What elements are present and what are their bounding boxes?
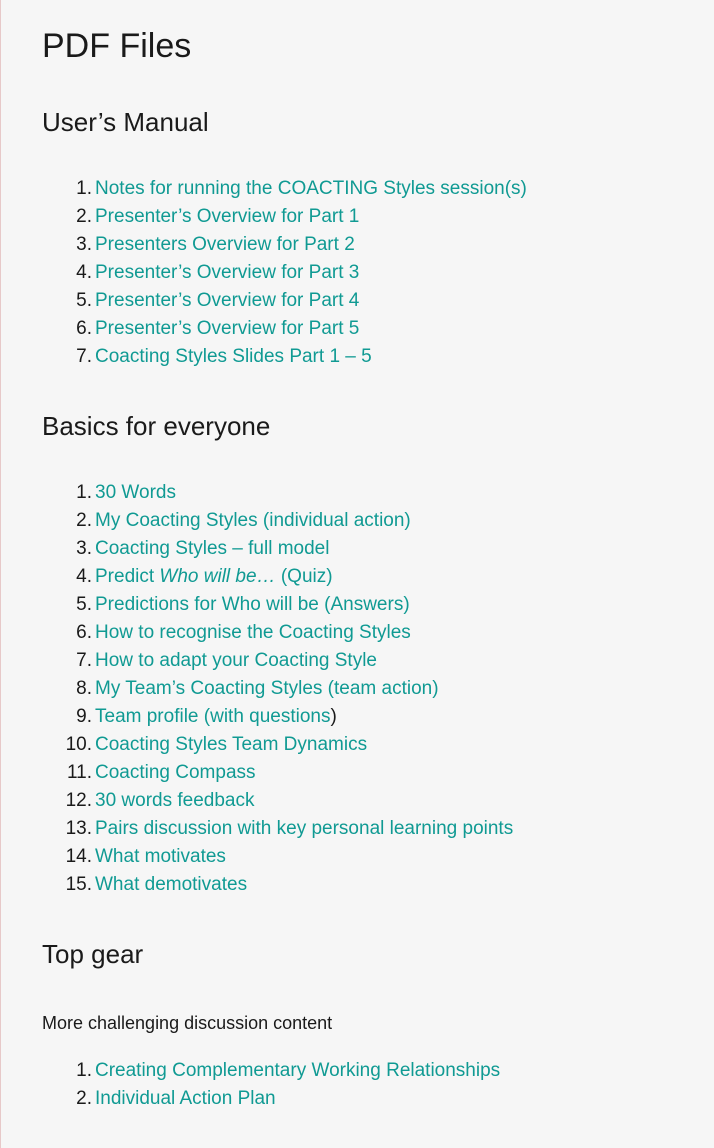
list-item (42, 759, 513, 787)
pdf-link-slides[interactable]: Coacting Styles Slides Part 1 – 5 (95, 346, 372, 367)
list-number: 1. (76, 482, 92, 503)
list-item (42, 843, 513, 871)
list-number: 7. (76, 650, 92, 671)
pdf-link-overview-part-3[interactable]: Presenter’s Overview for Part 3 (95, 262, 360, 283)
list-item (42, 507, 513, 535)
section-heading-users-manual: User’s Manual (42, 107, 209, 137)
list-number: 5. (76, 594, 92, 615)
pdf-link-team-styles[interactable]: My Team’s Coacting Styles (team action) (95, 678, 439, 699)
section-heading-top-gear: Top gear (42, 939, 144, 969)
list-item (42, 315, 527, 343)
pdf-link-predict-quiz[interactable] (95, 566, 333, 587)
list-item (42, 175, 527, 203)
pdf-link-30-words-feedback[interactable]: 30 words feedback (95, 790, 255, 811)
list-item (42, 703, 513, 731)
list-item (42, 259, 527, 287)
link-text-part: (Quiz) (275, 566, 333, 587)
pdf-link-complementary-relationships[interactable]: Creating Complementary Working Relationships (95, 1060, 501, 1081)
basics-list (42, 479, 513, 899)
list-number: 5. (76, 290, 92, 311)
list-item (42, 619, 513, 647)
list-number: 10. (65, 734, 92, 755)
list-item (42, 563, 513, 591)
closing-parenthesis: ) (330, 706, 337, 727)
list-number: 2. (76, 510, 92, 531)
list-number: 9. (76, 706, 92, 727)
list-number: 3. (76, 538, 92, 559)
pdf-link-recognise-styles[interactable]: How to recognise the Coacting Styles (95, 622, 411, 643)
list-item (42, 731, 513, 759)
pdf-link-team-profile[interactable]: Team profile (with questions (95, 706, 331, 727)
list-item (42, 815, 513, 843)
users-manual-list (42, 175, 527, 371)
list-item (42, 287, 527, 315)
list-number: 8. (76, 678, 92, 699)
list-item (42, 535, 513, 563)
pdf-link-what-motivates[interactable]: What motivates (95, 846, 226, 867)
pdf-link-overview-part-5[interactable]: Presenter’s Overview for Part 5 (95, 318, 360, 339)
link-text-emphasis: Who will be… (159, 566, 276, 587)
pdf-link-predictions-answers[interactable]: Predictions for Who will be (Answers) (95, 594, 410, 615)
pdf-link-individual-action-plan[interactable]: Individual Action Plan (95, 1088, 276, 1109)
list-number: 6. (76, 622, 92, 643)
top-gear-list (42, 1057, 500, 1113)
list-number: 6. (76, 318, 92, 339)
list-item (42, 591, 513, 619)
pdf-link-session-notes[interactable]: Notes for running the COACTING Styles session(s) (95, 178, 527, 199)
pdf-link-overview-part-4[interactable]: Presenter’s Overview for Part 4 (95, 290, 360, 311)
list-number: 2. (76, 1088, 92, 1109)
list-number: 2. (76, 206, 92, 227)
list-item (42, 871, 513, 899)
pdf-link-overview-part-1[interactable]: Presenter’s Overview for Part 1 (95, 206, 360, 227)
list-item (42, 479, 513, 507)
list-number: 1. (76, 178, 92, 199)
pdf-link-30-words[interactable]: 30 Words (95, 482, 176, 503)
list-number: 13. (65, 818, 92, 839)
pdf-link-my-coacting-styles[interactable]: My Coacting Styles (individual action) (95, 510, 411, 531)
list-item (42, 1085, 500, 1113)
list-number: 11. (66, 762, 92, 783)
list-number: 1. (76, 1060, 92, 1081)
section-note: More challenging discussion content (42, 1013, 333, 1033)
pdf-link-overview-part-2[interactable]: Presenters Overview for Part 2 (95, 234, 355, 255)
list-number: 12. (65, 790, 92, 811)
list-number: 14. (65, 846, 92, 867)
link-text-part: Predict (95, 566, 160, 587)
list-item (42, 231, 527, 259)
page-left-edge (0, 0, 1, 1148)
section-heading-basics: Basics for everyone (42, 411, 271, 441)
list-number: 4. (76, 262, 92, 283)
list-item (42, 787, 513, 815)
pdf-link-team-dynamics[interactable]: Coacting Styles Team Dynamics (95, 734, 368, 755)
list-item (42, 203, 527, 231)
page-title: PDF Files (42, 27, 192, 65)
list-number: 4. (76, 566, 92, 587)
pdf-link-pairs-discussion[interactable]: Pairs discussion with key personal learning points (95, 818, 514, 839)
list-item (42, 343, 527, 371)
list-number: 3. (76, 234, 92, 255)
list-item (42, 675, 513, 703)
list-item (42, 647, 513, 675)
list-number: 15. (65, 874, 92, 895)
pdf-link-adapt-style[interactable]: How to adapt your Coacting Style (95, 650, 377, 671)
pdf-link-coacting-compass[interactable]: Coacting Compass (95, 762, 256, 783)
pdf-link-full-model[interactable]: Coacting Styles – full model (95, 538, 330, 559)
list-number: 7. (76, 346, 92, 367)
list-item (42, 1057, 500, 1085)
pdf-link-what-demotivates[interactable]: What demotivates (95, 874, 248, 895)
